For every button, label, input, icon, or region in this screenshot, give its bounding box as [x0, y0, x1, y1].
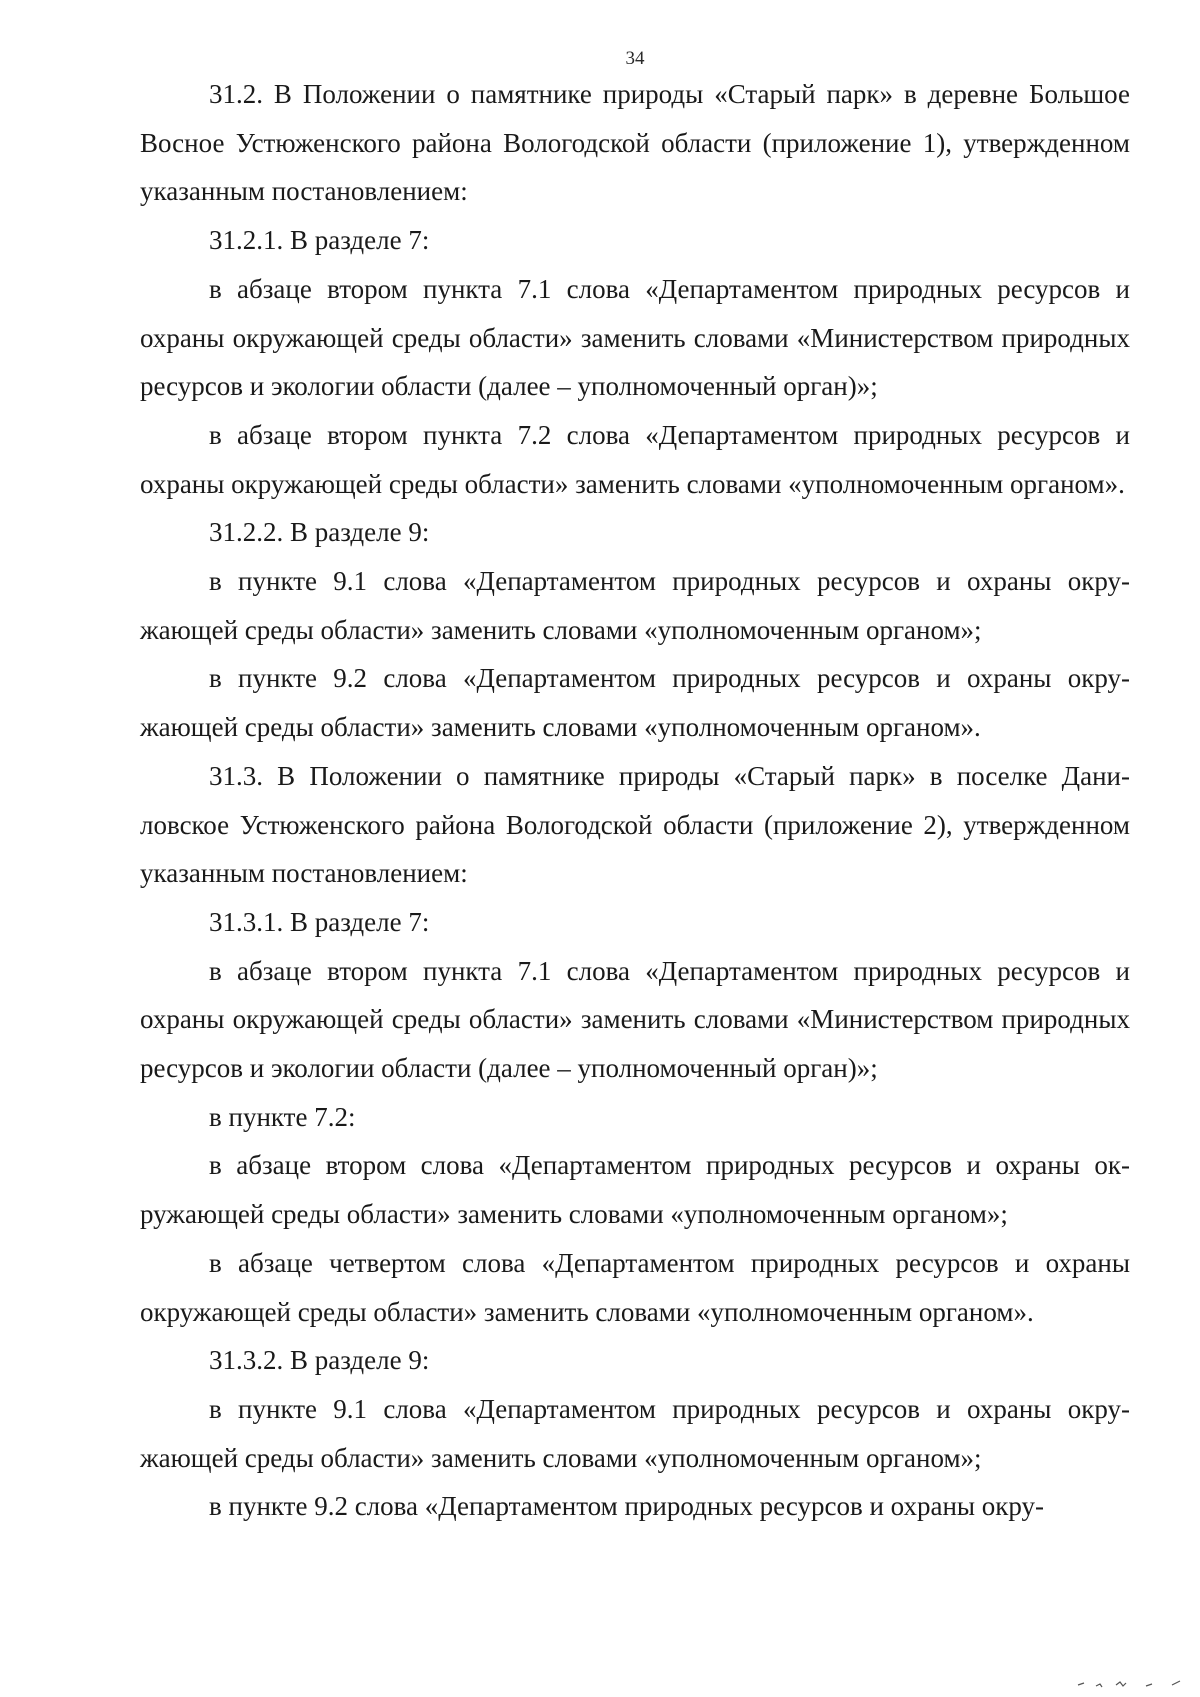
scan-artifact-mark	[1076, 1675, 1186, 1689]
paragraph: в пункте 7.2:	[209, 1101, 356, 1132]
paragraph-31-3-1: 31.3.1. В разделе 7:	[209, 906, 430, 937]
paragraph-31-2-2: 31.2.2. В разделе 9:	[209, 517, 430, 548]
paragraph: в пункте 9.1 слова «Департаментом природных ресурсов и охраны окружающей среды области» заменить словами «уполномоченным органом»;	[140, 566, 1130, 645]
paragraph: в абзаце втором пункта 7.1 слова «Департаментом природных ресурсов и охраны окружающей среды области» заменить словами «Министерством природных ресурсов и экологии области (далее – уполномоченный орган)»;	[140, 273, 1130, 402]
paragraph: в абзаце втором слова «Департаментом природных ресурсов и охраны окружающей среды области» заменить словами «уполномоченным органом»;	[140, 1150, 1130, 1230]
paragraph: в абзаце втором пункта 7.2 слова «Департаментом природных ресурсов и охраны окружающей среды области» заменить словами «уполномоченным органом».	[140, 419, 1130, 499]
paragraph: в пункте 9.1 слова «Департаментом природных ресурсов и охраны окружающей среды области» заменить словами «уполномоченным органом»;	[140, 1393, 1130, 1473]
paragraph: в абзаце четвертом слова «Департаментом природных ресурсов и охраны окружающей среды области» заменить словами «уполномоченным органом».	[140, 1247, 1130, 1327]
paragraph: в пункте 9.2 слова «Департаментом природных ресурсов и охраны окружающей среды области» заменить словами «уполномоченным органом».	[140, 663, 1130, 743]
paragraph: в пункте 9.2 слова «Департаментом природных ресурсов и охраны окру-	[209, 1491, 1045, 1522]
paragraph-31-3: 31.3. В Положении о памятнике природы «Старый парк» в поселке Даниловское Устюженского района Вологодской области (приложение 2), утвержденном указанным постановлением:	[140, 760, 1130, 889]
page-number: 34	[625, 48, 645, 69]
document-body	[140, 70, 1130, 1531]
paragraph: в абзаце втором пункта 7.1 слова «Департаментом природных ресурсов и охраны окружающей среды области» заменить словами «Министерством природных ресурсов и экологии области (далее – уполномоченный орган)»;	[140, 955, 1130, 1084]
paragraph-31-3-2: 31.3.2. В разделе 9:	[209, 1345, 430, 1376]
paragraph-31-2: 31.2. В Положении о памятнике природы «Старый парк» в деревне Большое Восное Устюженского района Вологодской области (приложение 1), утвержденном указанным постановлением:	[140, 79, 1130, 207]
paragraph-31-2-1: 31.2.1. В разделе 7:	[209, 225, 430, 256]
